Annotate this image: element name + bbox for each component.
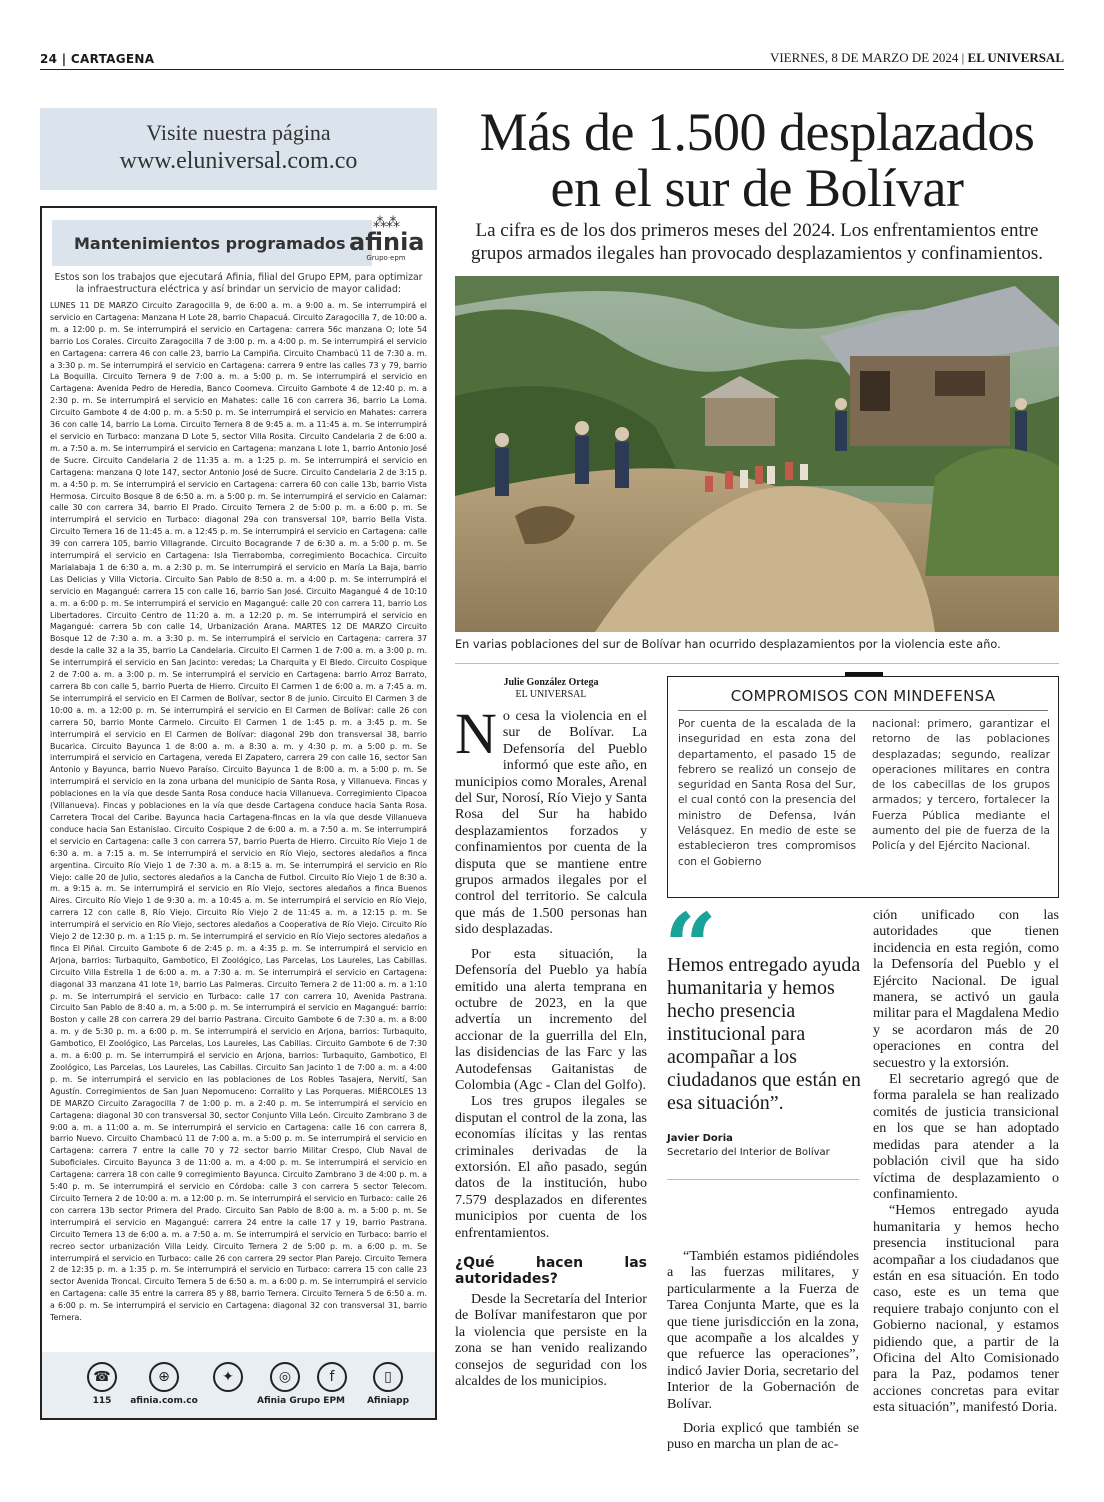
ad-footer (42, 1352, 435, 1418)
paper-name: EL UNIVERSAL (967, 50, 1064, 65)
article-subheadline: La cifra es de los dos primeros meses del 2024. Los enfrentamientos entre grupos armados ilegales han provocado desplazamientos y confinamientos. (471, 220, 1043, 264)
paragraph: Los tres grupos ilegales se disputan el control de la zona, las economías ilícitas y las rentas criminales derivadas de la extorsión. El año pasado, según datos de la institución, hubo 7.579 desplazados en diferentes municipios por cuenta de los enfrentamientos. (455, 1093, 647, 1241)
article-column-1 (455, 701, 647, 1390)
promo-line: Visite nuestra página (146, 120, 331, 145)
outlet-name: EL UNIVERSAL (515, 689, 587, 700)
paragraph: ción unificado con las autoridades que tienen incidencia en esta región, como la Defensoría del Pueblo y el Ejército Nacional. De igual manera, se activó un gaula militar para el Magdalena Medio y se acordaron más de 20 operaciones en contra del secuestro y la extorsión. (873, 907, 1059, 1071)
website-promo (40, 108, 437, 190)
promo-url[interactable]: www.eluniversal.com.co (119, 148, 358, 174)
quote-mark-icon: “ (664, 893, 717, 1001)
afinia-logo (349, 216, 423, 268)
twitter-icon[interactable]: ✦ (213, 1362, 243, 1392)
logo-flower-icon: ⁂⁂ (373, 215, 399, 231)
quote-attribution (667, 1132, 862, 1160)
article-headline: Más de 1.500 desplazados en el sur de Bolívar (479, 102, 1035, 218)
photo-caption: En varias poblaciones del sur de Bolívar han ocurrido desplazamientos por la violencia este año. (455, 638, 1001, 651)
phone-contact (82, 1362, 122, 1406)
mindefensa-box (667, 676, 1059, 898)
web-url[interactable]: afinia.com.co (130, 1396, 198, 1406)
section-subheading: ¿Qué hacen las autoridades? (455, 1255, 647, 1287)
instagram-icon[interactable]: ◎ (270, 1362, 300, 1392)
paragraph: “También estamos pidiéndoles a las fuerzas militares, y particularmente a la Fuerza de Tarea Conjunta Marte, que es la que tiene jurisdicción en la zona, que acompañe a los alcaldes y que refuerce las operaciones”, indicó Javier Doria, secretario del Interior de la Gobernación de Bolívar. (667, 1248, 859, 1412)
maintenance-ad (40, 206, 437, 1420)
ad-intro: Estos son los trabajos que ejecutará Afinia, filial del Grupo EPM, para optimizar la infraestructura eléctrica y así brindar un servicio de mayor calidad: (54, 272, 423, 295)
logo-name: afinia (349, 228, 425, 256)
quote-role: Secretario del Interior de Bolívar (667, 1147, 830, 1158)
facebook-contact (312, 1362, 352, 1396)
article-column-2 (667, 1248, 859, 1453)
paragraph: El secretario agregó que de forma paralela se han realizado comités de justicia transicional en los que se han adoptado medidas para atender a la población civil que ha sido víctima de desplazamiento o confinamiento. (873, 1071, 1059, 1202)
page-header (40, 50, 1064, 70)
web-icon: ⊕ (149, 1362, 179, 1392)
twitter-contact (208, 1362, 248, 1396)
date-text: VIERNES, 8 DE MARZO DE 2024 | (769, 50, 965, 65)
byline (455, 677, 647, 701)
lead-text: o cesa la violencia en el sur de Bolívar. La Defensoría del Pueblo informó que este año, en municipios como Morales, Arenal del Sur, Norosí, Río Viejo y Santa Rosa del Sur ha habido desplazamientos forzados y confinamientos por cuenta de la disputa que se mantiene entre grupos armados ilegales por el control del territorio. Se calcula que más de 1.500 personas han sido desplazadas. (455, 708, 647, 938)
article-photo (455, 276, 1059, 632)
web-contact (128, 1362, 200, 1406)
app-contact (358, 1362, 418, 1406)
box-title: COMPROMISOS CON MINDEFENSA (730, 687, 996, 705)
paragraph: Por esta situación, la Defensoría del Pueblo ya había emitido una alerta temprana en octubre de 2023, en la que advertía un incremento del accionar de la guerrilla del Eln, las disidencias de las Farc y las Autodefensas Gaitanistas de Colombia (Agc - Clan del Golfo). (455, 945, 647, 1093)
box-divider (678, 710, 1048, 711)
facebook-icon[interactable]: f (317, 1362, 347, 1392)
box-text-left: Por cuenta de la escalada de la inseguridad en esta zona del departamento, el pasado 15 de febrero se realizó un consejo de seguridad en Santa Rosa del Sur, el cual contó con la presencia del ministro de Defensa, Iván Velásquez. En medio de este se establecieron tres compromisos con el Gobierno (678, 718, 856, 868)
paragraph: Desde la Secretaría del Interior de Bolívar manifestaron que por la violencia que persiste en la zona se han venido realizando consejos de seguridad con los alcaldes de los municipios. (455, 1291, 647, 1390)
phone-number: 115 (92, 1396, 112, 1406)
caption-divider (455, 663, 1059, 664)
ad-heading: Mantenimientos programados (52, 220, 372, 266)
quote-author: Javier Doria (667, 1133, 733, 1144)
paragraph: “Hemos entregado ayuda humanitaria y hemos hecho presencia institucional para acompañar a los ciudadanos que están en esa situación. En todo caso, este es un tema que requiere trabajo conjunto con el Gobierno nacional, y estamos pidiendo que, a partir de la Oficina del Alto Comisionado para la Paz, podamos tener acciones concretas para evitar esta situación”, manifestó Doria. (873, 1202, 1059, 1416)
app-name: Afiniapp (366, 1396, 410, 1406)
header-date (770, 50, 1064, 66)
quote-divider (667, 1179, 859, 1180)
social-handle: Afinia Grupo EPM (256, 1396, 346, 1406)
author-name: Julie González Ortega (503, 677, 599, 688)
drop-cap: N (455, 701, 497, 766)
phone-app-icon: ▯ (373, 1362, 403, 1392)
paragraph: Doria explicó que también se puso en marcha un plan de ac- (667, 1420, 859, 1453)
section-label: 24 | CARTAGENA (40, 52, 155, 66)
paragraph (455, 701, 647, 938)
pull-quote: Hemos entregado ayuda humanitaria y hemos hecho presencia institucional para acompañar a los ciudadanos que están en esa situación”. (667, 954, 861, 1114)
headset-icon: ☎ (87, 1362, 117, 1392)
village-photo-illustration (455, 276, 1059, 632)
ad-schedule: LUNES 11 DE MARZO Circuito Zaragocilla 9, de 6:00 a. m. a 9:00 a. m. Se interrumpirá el servicio en Cartagena: Manzana H Lote 28, barrio Chapacuá. Circuito Zaragocilla 7, de 10:00 a. m. a 12:00 p. m. Se interrumpirá el servicio en Cartagena: carrera 56c manzana O; lote 54 barrio Los Corales. Circuito Zaragocilla 7 de 3:00 p. m. a 4:00 p. m. Se interrumpirá el servicio en Cartagena: carrera 46 con calle 23, barrio La Campiña. Circuito Chambacú 11 de 7:30 a. m. a 3:30 p. m. Se interrumpirá el servicio en Cartagena: carrera 9 entre las calles 73 y 79, barrio La Boquilla. Circuito Ternera 9 de 7:00 a. m. a 5:00 p. m. Se interrumpirá el servicio en Cartagena: Avenida Pedro de Heredia, Banco Coomeva. Circuito Gambote 4 de 12:40 p. m. a 2:30 p. m. Se interrumpirá el servicio en Mahates: calle 16 con carrera 36, barrio La Loma. Circuito Gambote 4 de 4:00 p. m. a 5:50 p. m. Se interrumpirá el servicio en Mahates: carrera 36 con calle 14, barrio La Loma. Circuito Ternera 8 de 9:45 a. m. a 11:45 a. m. Se interrumpirá el servicio en Turbaco: manzana D Lote 5, sector Villa Rosita. Circuito Candelaria 2 de 6:00 a. m. a 7:50 a. m. Se interrumpirá el servicio en Cartagena: manzana L lote 1, barrio Antonio José de Sucre. Circuito Candelaria 2 de 11:35 a. m. a 1:25 p. m. Se interrumpirá el servicio en Cartagena: manzana Q lote 147, sector Antonio José de Sucre. Circuito Candelaria 2 de 3:15 p. m. a 4:50 p. m. Se interrumpirá el servicio en Cartagena: carrera 60 con calle 13b, barrio Vista Hermosa. Circuito Bosque 8 de 6:50 a. m. a 5:00 p. m. Se interrumpirá el servicio en Calamar: calle 30 con carrera 34, barrio El Prado. Circuito Ternera 2 de 5:00 p. m. a 6:00 p. m. Se interrumpirá el servicio en Turbaco: diagonal 29a con transversal 10ª, barrio Bella Vista. Circuito Ternera 16 de 11:45 a. m. a 12:45 p. m. Se interrumpirá el servicio en Cartagena: calle 39 con carrera 105, barrio Villagrande. Circuito Bocagrande 7 de 6:30 a. m. a 5:00 p. m. Se interrumpirá el servicio en Cartagena: Isla Tierrabomba, corregimiento Bocachica. Circuito Marialabaja 1 de 6:30 a. m. a 2:30 p. m. Se interrumpirá el servicio en María La Baja, barrio Las Delicias y Villa Victoria. Circuito San Pablo de 8:50 a. m. a 4:00 p. m. Se interrumpirá el servicio en Magangué: carrera 15 con calle 16, barrio San José. Circuito Magangué 4 de 10:10 a. m. a 6:00 p. m. Se interrumpirá el servicio en Magangué: calle 20 con carrera 11, barrio Los Libertadores. Circuito Centro de 11:20 a. m. a 12:20 p. m. Se interrumpirá el servicio en Magangué: carrera 5b con calle 14, Urbanización Arana. MARTES 12 DE MARZO Circuito Bosque 12 de 7:30 a. m. a 3:30 p. m. Se interrumpirá el servicio en Cartagena: carrera 37 desde la calle 32 a la 35, barrio La Candelaria. Circuito El Carmen 1 de 7:00 a. m. a 3:00 p. m. Se interrumpirá el servicio en San Jacinto: veredas; La Charquita y El Bledo. Circuito Cospique 2 de 7:00 a. m. a 3:00 p. m. Se interrumpirá el servicio en Cartagena: barrio Arroz Barrato, carrera 8b con calle 5, barrio Puerta de Hierro. Circuito El Carmen 1 de 6:00 a. m. a 7:45 a. m. Se interrumpirá el servicio en El Carmen de Bolívar, sector 8 de junio. Circuito El Carmen 3 de 10:00 a. m. a 12:00 p. m. Se interrumpirá el servicio en El Carmen de Bolívar: calle 26 con carrera 50, barrio Monte Carmelo. Circuito El Carmen 1 de 1:45 p. m. a 3:45 p. m. Se interrumpirá el servicio en El Carmen de Bolívar: diagonal 29b don transversal 38, barrio Bucarica. Circuito Bayunca 1 de 8:00 a. m. a 8:30 a. m. y 4:30 p. m. a 5:00 p. m. Se interrumpirá el servicio en Cartagena, vereda El Zapatero, carrera 29 con calle 16, sector San Antonio y Bayunca, barrio Nuevo Paraíso. Circuito Bayunca 1 de 8:00 a. m. a 5:00 p. m. Se interrumpirá el servicio en la zona urbana del municipio de Santa Rosa, y Villanueva. Fincas y poblaciones en la vía que desde Santa Rosa conduce hacia Villanueva. Corregimiento Cipacoa (Villanueva). Fincas y poblaciones en la vía que desde Cartagena conduce hacia Santa Rosa. Carretera Trocal del Caribe. Bayunca hacia Cartagena-fincas en la vía que desde Villanueva conduce hacia San Estanislao. Circuito Cospique 2 de 6:00 a. m. a 7:50 a. m. Se interrumpirá el servicio en Cartagena: calle 3 con carrera 57, barrio Puerta de Hierro. Circuito Río Viejo 1 de 6:30 a. m. a 7:15 a. m. Se interrumpirá el servicio en Río Viejo, sectores aledaños a finca argentina. Circuito Río Viejo 1 de 7:30 a. m. a 8:15 a. m. Se interrumpirá el servicio en Río Viejo: calle 20 de Julio, sectores aledaños a la Cancha de Futbol. Circuito Río Viejo 1 de 8:30 a. m. a 9:15 a. m. Se interrumpirá el servicio en Río Viejo, sectores aledaños a finca Buenos Aires. Circuito Río Viejo 1 de 9:30 a. m. a 10:45 a. m. Se interrumpirá el servicio en Río Viejo, carrera 12 con calle 8, Río Viejo. Circuito Río Viejo 2 de 11:45 a. m. a 12:15 p. m. Se interrumpirá el servicio en Río Viejo, sectores aledaños a Cooperativa de Río Viejo. Circuito Río Viejo 2 de 12:30 p. m. a 1:15 p. m. Se interrumpirá el servicio en Río Viejo sectores aledaños a finca El Piñal. Circuito Gambote 6 de 2:45 p. m. a 4:35 p. m. Se interrumpirá el servicio en Arjona, barrios: Turbaquito, Gambotico, El Zoológico, Las Parcelas, Los Laureles, Las Cabillas. Circuito Villa Estrella 1 de 6:00 a. m. a 7:30 a. m. Se interrumpirá el servicio en Cartagena: diagonal 33 manzana 41 lote 1ª, barrio Las Palmeras. Circuito Ternera 2 de 11:00 a. m. a 1:10 p. m. Se interrumpirá el servicio en Turbaco: calle 17 con carrera 10, Avenida Pastrana. Circuito San Pablo de 8:40 a. m. a 5:00 p. m. Se interrumpirá el servicio en Magangué: barrio: Boston y calle 28 con carrera 29 del barrio Pastrana. Circuito Gambote 6 de 7:30 a. m. a 8:00 a. m. y de 5:30 p. m. a 6:00 p. m. Se interrumpirá el servicio en Arjona, barrios: Turbaquito, Gambotico, El Zoológico, Las Parcelas, Los Laureles, Las Cabillas. Circuito Gambote 6 de 7:30 a. m. a 6:00 p. m. Se interrumpirá el servicio en Arjona, barrios: Turbaquito, Gambotico, El Zoológico, Las Parcelas, Los Laureles, Las Cabillas. Circuito San Jacinto 1 de 7:00 a. m. a 4:00 p. m. Se interrumpirá el servicio en las poblaciones de Los Robles Tasajera, Nervití, San Agustín. Corregimientos de San Juan Nepomuceno: Corralito y Las Porqueras. MIÉRCOLES 13 DE MARZO Circuito Zaragocilla 7 de 1:00 p. m. a 2:40 p. m. Se interrumpirá el servicio en Cartagena: diagonal 30 con transversal 30, sector Conjunto Villa León. Circuito Zambrano 3 de 9:00 a. m. a 11:00 a. m. Se interrumpirá el servicio en Cartagena: calle 16 con carrera 8, barrio Nuevo. Circuito Chambacú 11 de 7:00 a. m. a 5:00 p. m. Se interrumpirá el servicio en Cartagena: carrera 7 entre la calle 70 y 72 sector barrio Militar Crespo, Club Naval de Suboficiales. Circuito Bayunca 3 de 11:00 a. m. a 4:00 p. m. Se interrumpirá el servicio en Cartagena: carrera 18 con calle 9 corregimiento Bayunca. Circuito Zambrano 3 de 4:00 p. m. a 5:40 p. m. Se interrumpirá el servicio en Córdoba: calle 3 con carrera 5 sector Telecom. Circuito Ternera 2 de 10:00 a. m. a 12:00 p. m. Se interrumpirá el servicio en Turbaco: calle 26 con carrera 13b sector Primera del Prado. Circuito San Pablo de 8:00 a. m. a 5:00 p. m. Se interrumpirá el servicio en Magangué: carrera 24 entre la calle 17 y 19, barrio Pastrana. Circuito Ternera 13 de 6:00 a. m. a 7:50 a. m. Se interrumpirá el servicio en Turbaco: barrio el recreo sector urbanización Villa Leidy. Circuito Ternera 2 de 5:00 p. m. a 6:00 p. m. Se interrumpirá el servicio en Turbaco: calle 26 con carrera 29 sector Plan Parejo. Circuito Ternera 2 de 12:35 p. m. a 1:35 p. m. Se interrumpirá el servicio en Turbaco: carrera 15 con calle 23 sector Avenida Troncal. Circuito Ternera 5 de 6:50 a. m. a 6:00 p. m. Se interrumpirá el servicio en Cartagena: calle 35 entre la carrera 85 y 88, barrio Ternera. Circuito Ternera 5 de 6:50 a. m. a 6:00 p. m. Se interrumpirá el servicio en Cartagena: diagonal 32 con transversal 31, barrio Ternera. (50, 301, 427, 1323)
box-text-right: nacional: primero, garantizar el retorno de las poblaciones desplazadas; segundo, realizar operaciones militares en contra de los cabecillas de los grupos armados; y tercero, fortalecer la Fuerza Pública mediante el aumento del pie de fuerza de la Policía y del Ejército Nacional. (872, 718, 1050, 853)
article-column-3 (873, 907, 1059, 1416)
logo-group: Grupo·epm (366, 254, 406, 262)
